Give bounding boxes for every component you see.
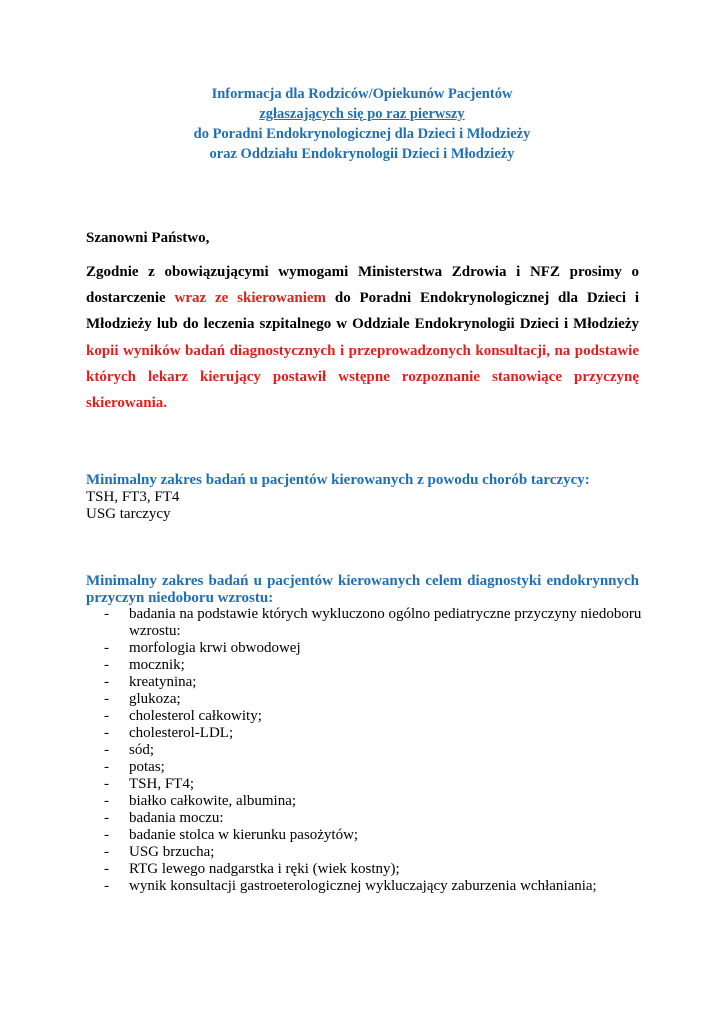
list-item xyxy=(104,725,644,742)
list-dash: - xyxy=(104,844,109,860)
title-line-2: zgłaszających się po raz pierwszy xyxy=(259,106,465,122)
greeting: Szanowni Państwo, xyxy=(86,230,210,246)
intro-emphasis-2: kopii wyników badań diagnostycznych i przeprowadzonych konsultacji, na podstawie których lekarz kierujący postawił wstępne rozpoznanie stanowiące przyczynę skierowania. xyxy=(86,342,639,412)
list-item-text: mocznik; xyxy=(129,657,185,673)
intro-paragraph xyxy=(86,259,639,416)
list-item xyxy=(104,708,644,725)
list-item xyxy=(104,827,644,844)
list-dash: - xyxy=(104,725,109,741)
list-dash: - xyxy=(104,827,109,843)
title-line-3: do Poradni Endokrynologicznej dla Dzieci i Młodzieży xyxy=(193,126,531,142)
list-item xyxy=(104,844,644,861)
list-dash: - xyxy=(104,861,109,877)
list-dash: - xyxy=(104,878,109,894)
list-item-text: RTG lewego nadgarstka i ręki (wiek kostny); xyxy=(129,861,400,877)
list-item-text: USG brzucha; xyxy=(129,844,215,860)
list-item-text: cholesterol całkowity; xyxy=(129,708,262,724)
list-dash: - xyxy=(104,776,109,792)
list-dash: - xyxy=(104,742,109,758)
list-item-text: kreatynina; xyxy=(129,674,197,690)
list-item-text: potas; xyxy=(129,759,165,775)
intro-emphasis-1: wraz ze skierowaniem xyxy=(174,290,327,307)
list-item-text: badania moczu: xyxy=(129,810,224,826)
list-dash: - xyxy=(104,657,109,673)
growth-section-heading: Minimalny zakres badań u pacjentów kierowanych celem diagnostyki endokrynnych przyczyn niedoboru wzrostu: xyxy=(86,573,639,606)
thyroid-section-heading: Minimalny zakres badań u pacjentów kierowanych z powodu chorób tarczycy: xyxy=(86,472,590,488)
title-line-4: oraz Oddziału Endokrynologii Dzieci i Młodzieży xyxy=(209,146,515,162)
list-item-text: wynik konsultacji gastroeterologicznej wykluczający zaburzenia wchłaniania; xyxy=(129,878,597,894)
document-title xyxy=(0,84,724,164)
list-item xyxy=(104,691,644,708)
list-item-text: cholesterol-LDL; xyxy=(129,725,234,741)
list-item-text: badania na podstawie których wykluczono ogólno pediatryczne przyczyny niedoboru wzrostu: xyxy=(129,606,642,639)
list-dash: - xyxy=(104,691,109,707)
title-line-1: Informacja dla Rodziców/Opiekunów Pacjentów xyxy=(211,86,513,102)
list-dash: - xyxy=(104,810,109,826)
list-dash: - xyxy=(104,606,109,622)
growth-tests-list xyxy=(104,606,644,895)
list-item xyxy=(104,640,644,657)
list-item xyxy=(104,861,644,878)
thyroid-usg-line: USG tarczycy xyxy=(86,506,171,522)
list-item xyxy=(104,674,644,691)
list-dash: - xyxy=(104,793,109,809)
list-item xyxy=(104,742,644,759)
list-item-text: białko całkowite, albumina; xyxy=(129,793,297,809)
list-item-text: sód; xyxy=(129,742,155,758)
list-item-text: TSH, FT4; xyxy=(129,776,195,792)
list-item-text: morfologia krwi obwodowej xyxy=(129,640,301,656)
list-dash: - xyxy=(104,640,109,656)
list-item xyxy=(104,606,644,640)
list-item xyxy=(104,810,644,827)
thyroid-tests-line: TSH, FT3, FT4 xyxy=(86,489,180,505)
list-item xyxy=(104,793,644,810)
list-item-text: glukoza; xyxy=(129,691,181,707)
intro-text-2: do Poradni Endokrynologicznej dla Dzieci i Młodzieży lub do leczenia szpitalnego w Oddziale Endokrynologii Dzieci i Młodzieży xyxy=(86,290,639,333)
list-dash: - xyxy=(104,674,109,690)
list-item xyxy=(104,878,644,895)
list-item xyxy=(104,776,644,793)
list-dash: - xyxy=(104,708,109,724)
list-item xyxy=(104,759,644,776)
list-item-text: badanie stolca w kierunku pasożytów; xyxy=(129,827,359,843)
intro-text-1: Zgodnie z obowiązującymi wymogami Ministerstwa Zdrowia i NFZ prosimy o dostarczenie xyxy=(86,264,639,307)
list-item xyxy=(104,657,644,674)
list-dash: - xyxy=(104,759,109,775)
